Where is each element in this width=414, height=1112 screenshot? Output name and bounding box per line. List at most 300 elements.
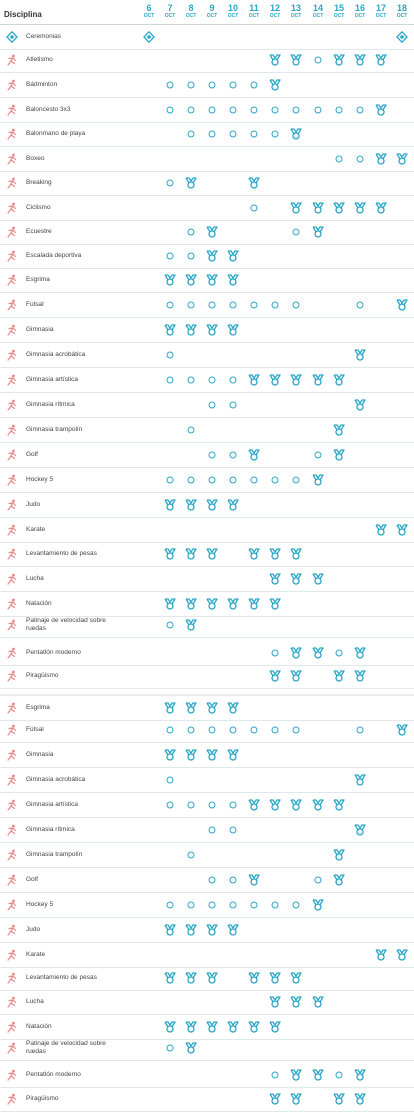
competition-day-icon[interactable]	[269, 1068, 281, 1082]
competition-day-icon[interactable]	[248, 898, 260, 912]
competition-day-icon[interactable]	[206, 473, 218, 487]
medal-event-icon[interactable]	[164, 971, 176, 985]
wrestling-icon	[6, 996, 18, 1008]
medal-event-icon[interactable]	[290, 971, 302, 985]
medal-event-icon[interactable]	[227, 498, 239, 512]
medal-event-icon[interactable]	[269, 1020, 281, 1034]
medal-event-icon[interactable]	[333, 798, 345, 812]
competition-day-icon[interactable]	[269, 646, 281, 660]
medal-event-icon[interactable]	[248, 597, 260, 611]
medal-event-icon[interactable]	[185, 176, 197, 190]
medal-event-icon[interactable]	[354, 53, 366, 67]
discipline-name[interactable]: Pentatlón moderno	[26, 1071, 81, 1078]
discipline-name[interactable]: Atletismo	[26, 56, 53, 63]
medal-event-icon[interactable]	[396, 152, 408, 166]
competition-day-icon[interactable]	[206, 298, 218, 312]
competition-day-icon[interactable]	[164, 1041, 176, 1055]
competition-day-icon[interactable]	[333, 1068, 345, 1082]
wrestling-icon	[6, 573, 18, 585]
medal-event-icon[interactable]	[206, 547, 218, 561]
fencing-icon	[6, 274, 18, 286]
table-row	[0, 694, 414, 721]
discipline-name[interactable]: Gimnasia	[26, 751, 54, 758]
discipline-name[interactable]: Breaking	[26, 179, 52, 186]
table-row	[0, 818, 414, 843]
competition-day-icon[interactable]	[185, 473, 197, 487]
day-number: 15	[333, 3, 344, 13]
ceremony-icon[interactable]	[143, 30, 155, 44]
day-number: 6	[146, 3, 152, 13]
day-number: 18	[396, 3, 407, 13]
basketball-icon	[6, 104, 18, 116]
medal-event-icon[interactable]	[312, 201, 324, 215]
medal-event-icon[interactable]	[164, 273, 176, 287]
competition-day-icon[interactable]	[185, 798, 197, 812]
competition-day-icon[interactable]	[185, 848, 197, 862]
discipline-name[interactable]: Karate	[26, 951, 46, 958]
competition-day-icon[interactable]	[269, 127, 281, 141]
discipline-name[interactable]: Bádminton	[26, 81, 58, 88]
competition-day-icon[interactable]	[185, 423, 197, 437]
discipline-name[interactable]: Boxeo	[26, 155, 45, 162]
day-month: OCT	[164, 13, 176, 19]
medal-event-icon[interactable]	[290, 373, 302, 387]
table-row	[0, 343, 414, 368]
medal-event-icon[interactable]	[269, 669, 281, 683]
medal-event-icon[interactable]	[333, 201, 345, 215]
medal-event-icon[interactable]	[227, 701, 239, 715]
medal-event-icon[interactable]	[248, 1020, 260, 1034]
competition-day-icon[interactable]	[248, 103, 260, 117]
medal-event-icon[interactable]	[333, 669, 345, 683]
discipline-name[interactable]: Esgrima	[26, 704, 50, 711]
competition-day-icon[interactable]	[269, 298, 281, 312]
discipline-name[interactable]: Piragüismo	[26, 1095, 59, 1102]
competition-day-icon[interactable]	[206, 823, 218, 837]
medal-event-icon[interactable]	[354, 823, 366, 837]
competition-day-icon[interactable]	[248, 201, 260, 215]
competition-day-icon[interactable]	[290, 473, 302, 487]
competition-day-icon[interactable]	[227, 78, 239, 92]
competition-day-icon[interactable]	[164, 176, 176, 190]
day-header-9	[202, 3, 222, 20]
competition-day-icon[interactable]	[227, 898, 239, 912]
medal-event-icon[interactable]	[375, 201, 387, 215]
canoe-icon	[6, 1093, 18, 1105]
discipline-column-header: Disciplina	[4, 10, 42, 19]
medal-event-icon[interactable]	[185, 971, 197, 985]
discipline-name[interactable]: Piragüismo	[26, 672, 59, 679]
medal-event-icon[interactable]	[290, 995, 302, 1009]
golf-icon	[6, 449, 18, 461]
medal-event-icon[interactable]	[375, 523, 387, 537]
medal-event-icon[interactable]	[164, 701, 176, 715]
medal-event-icon[interactable]	[333, 848, 345, 862]
medal-event-icon[interactable]	[248, 873, 260, 887]
competition-day-icon[interactable]	[333, 152, 345, 166]
competition-day-icon[interactable]	[206, 127, 218, 141]
medal-event-icon[interactable]	[248, 373, 260, 387]
medal-event-icon[interactable]	[206, 971, 218, 985]
competition-day-icon[interactable]	[290, 103, 302, 117]
competition-day-icon[interactable]	[185, 298, 197, 312]
competition-day-icon[interactable]	[312, 53, 324, 67]
medal-event-icon[interactable]	[206, 748, 218, 762]
competition-day-icon[interactable]	[206, 898, 218, 912]
medal-event-icon[interactable]	[269, 597, 281, 611]
discipline-name[interactable]: Ecuestre	[26, 228, 52, 235]
competition-day-icon[interactable]	[206, 448, 218, 462]
table-row	[0, 368, 414, 393]
medal-event-icon[interactable]	[396, 723, 408, 737]
discipline-name[interactable]: Gimnasia acrobática	[26, 776, 86, 783]
medal-event-icon[interactable]	[248, 448, 260, 462]
discipline-name[interactable]: Natación	[26, 1023, 52, 1030]
medal-event-icon[interactable]	[269, 53, 281, 67]
medal-event-icon[interactable]	[333, 873, 345, 887]
table-header	[0, 0, 414, 25]
medal-event-icon[interactable]	[185, 273, 197, 287]
medal-event-icon[interactable]	[312, 225, 324, 239]
medal-event-icon[interactable]	[333, 448, 345, 462]
competition-day-icon[interactable]	[206, 723, 218, 737]
medal-event-icon[interactable]	[227, 597, 239, 611]
discipline-name[interactable]: Natación	[26, 600, 52, 607]
competition-day-icon[interactable]	[269, 103, 281, 117]
competition-day-icon[interactable]	[290, 723, 302, 737]
competition-day-icon[interactable]	[227, 398, 239, 412]
medal-event-icon[interactable]	[312, 1068, 324, 1082]
medal-event-icon[interactable]	[269, 547, 281, 561]
competition-day-icon[interactable]	[227, 448, 239, 462]
competition-day-icon[interactable]	[164, 249, 176, 263]
competition-day-icon[interactable]	[354, 723, 366, 737]
discipline-name[interactable]: Gimnasia artística	[26, 376, 79, 383]
medal-event-icon[interactable]	[312, 373, 324, 387]
medal-event-icon[interactable]	[164, 323, 176, 337]
discipline-name[interactable]: Hockey 5	[26, 476, 54, 483]
medal-event-icon[interactable]	[290, 798, 302, 812]
medal-event-icon[interactable]	[354, 646, 366, 660]
discipline-name[interactable]: Karate	[26, 526, 46, 533]
medal-event-icon[interactable]	[396, 948, 408, 962]
discipline-name[interactable]: Golf	[26, 451, 38, 458]
medal-event-icon[interactable]	[290, 53, 302, 67]
competition-day-icon[interactable]	[248, 723, 260, 737]
medal-event-icon[interactable]	[375, 53, 387, 67]
badminton-icon	[6, 79, 18, 91]
rhythmic-icon	[6, 399, 18, 411]
day-header-16	[350, 3, 370, 20]
medal-event-icon[interactable]	[206, 249, 218, 263]
competition-day-icon[interactable]	[185, 225, 197, 239]
medal-event-icon[interactable]	[354, 773, 366, 787]
medal-event-icon[interactable]	[269, 995, 281, 1009]
discipline-name[interactable]: Levantamiento de pesas	[26, 974, 97, 981]
day-month: OCT	[354, 13, 366, 19]
medal-event-icon[interactable]	[290, 669, 302, 683]
medal-event-icon[interactable]	[185, 1020, 197, 1034]
golf-icon	[6, 874, 18, 886]
discipline-name[interactable]: Gimnasia rítmica	[26, 401, 75, 408]
day-month: OCT	[143, 13, 155, 19]
medal-event-icon[interactable]	[312, 646, 324, 660]
medal-event-icon[interactable]	[164, 923, 176, 937]
medal-event-icon[interactable]	[206, 923, 218, 937]
competition-day-icon[interactable]	[185, 373, 197, 387]
medal-event-icon[interactable]	[269, 78, 281, 92]
medal-event-icon[interactable]	[269, 798, 281, 812]
medal-event-icon[interactable]	[248, 547, 260, 561]
day-number: 17	[375, 3, 386, 13]
competition-day-icon[interactable]	[227, 823, 239, 837]
medal-event-icon[interactable]	[185, 923, 197, 937]
day-month: OCT	[269, 13, 281, 19]
discipline-name[interactable]: Hockey 5	[26, 901, 54, 908]
medal-event-icon[interactable]	[164, 597, 176, 611]
competition-day-icon[interactable]	[164, 348, 176, 362]
competition-day-icon[interactable]	[354, 103, 366, 117]
medal-event-icon[interactable]	[354, 201, 366, 215]
discipline-name[interactable]: Judo	[26, 501, 41, 508]
competition-day-icon[interactable]	[290, 225, 302, 239]
competition-day-icon[interactable]	[354, 298, 366, 312]
discipline-name[interactable]: Gimnasia trampolín	[26, 851, 83, 858]
discipline-name[interactable]: Gimnasia artística	[26, 801, 79, 808]
discipline-name[interactable]: Levantamiento de pesas	[26, 550, 97, 557]
discipline-name[interactable]: Gimnasia	[26, 326, 54, 333]
competition-day-icon[interactable]	[206, 373, 218, 387]
medal-event-icon[interactable]	[164, 547, 176, 561]
medal-event-icon[interactable]	[206, 597, 218, 611]
competition-day-icon[interactable]	[164, 618, 176, 632]
medal-event-icon[interactable]	[333, 53, 345, 67]
day-header-8	[181, 3, 201, 20]
medal-event-icon[interactable]	[269, 572, 281, 586]
day-number: 12	[269, 3, 280, 13]
competition-day-icon[interactable]	[227, 298, 239, 312]
competition-day-icon[interactable]	[164, 898, 176, 912]
medal-event-icon[interactable]	[164, 498, 176, 512]
hockey-icon	[6, 899, 18, 911]
medal-event-icon[interactable]	[185, 1041, 197, 1055]
medal-event-icon[interactable]	[290, 1092, 302, 1106]
competition-day-icon[interactable]	[206, 798, 218, 812]
medal-event-icon[interactable]	[312, 995, 324, 1009]
futsal-icon	[6, 724, 18, 736]
medal-event-icon[interactable]	[227, 323, 239, 337]
medal-event-icon[interactable]	[354, 669, 366, 683]
competition-day-icon[interactable]	[164, 723, 176, 737]
table-row	[0, 73, 414, 98]
competition-day-icon[interactable]	[227, 127, 239, 141]
day-month: OCT	[248, 13, 260, 19]
discipline-name[interactable]: Patinaje de velocidad sobre ruedas	[26, 1040, 106, 1055]
medal-event-icon[interactable]	[396, 523, 408, 537]
discipline-name[interactable]: Gimnasia rítmica	[26, 826, 75, 833]
medal-event-icon[interactable]	[206, 225, 218, 239]
medal-event-icon[interactable]	[290, 127, 302, 141]
competition-day-icon[interactable]	[164, 298, 176, 312]
medal-event-icon[interactable]	[206, 701, 218, 715]
competition-day-icon[interactable]	[206, 103, 218, 117]
competition-day-icon[interactable]	[206, 78, 218, 92]
competition-day-icon[interactable]	[290, 898, 302, 912]
medal-event-icon[interactable]	[375, 152, 387, 166]
discipline-name[interactable]: Lucha	[26, 998, 44, 1005]
competition-day-icon[interactable]	[312, 448, 324, 462]
competition-day-icon[interactable]	[227, 873, 239, 887]
table-row	[0, 147, 414, 172]
competition-day-icon[interactable]	[206, 398, 218, 412]
competition-day-icon[interactable]	[248, 473, 260, 487]
competition-day-icon[interactable]	[227, 798, 239, 812]
medal-event-icon[interactable]	[290, 201, 302, 215]
table-row	[0, 220, 414, 245]
competition-day-icon[interactable]	[269, 473, 281, 487]
competition-day-icon[interactable]	[185, 78, 197, 92]
table-row	[0, 25, 414, 50]
medal-event-icon[interactable]	[312, 798, 324, 812]
competition-day-icon[interactable]	[227, 473, 239, 487]
medal-event-icon[interactable]	[290, 646, 302, 660]
medal-event-icon[interactable]	[354, 1068, 366, 1082]
medal-event-icon[interactable]	[333, 423, 345, 437]
weightlifting-icon	[6, 972, 18, 984]
medal-event-icon[interactable]	[312, 898, 324, 912]
day-month: OCT	[396, 13, 408, 19]
medal-event-icon[interactable]	[248, 176, 260, 190]
table-row	[0, 493, 414, 518]
medal-event-icon[interactable]	[375, 103, 387, 117]
competition-day-icon[interactable]	[248, 78, 260, 92]
table-row	[0, 518, 414, 543]
competition-day-icon[interactable]	[269, 898, 281, 912]
competition-day-icon[interactable]	[164, 798, 176, 812]
medal-event-icon[interactable]	[206, 1020, 218, 1034]
discipline-name[interactable]: Esgrima	[26, 276, 50, 283]
discipline-name[interactable]: Ciclismo	[26, 204, 51, 211]
discipline-name[interactable]: Fútsal	[26, 301, 44, 308]
medal-event-icon[interactable]	[206, 273, 218, 287]
medal-event-icon[interactable]	[185, 498, 197, 512]
table-row	[0, 843, 414, 868]
medal-event-icon[interactable]	[227, 1020, 239, 1034]
medal-event-icon[interactable]	[269, 373, 281, 387]
discipline-name[interactable]: Golf	[26, 876, 38, 883]
discipline-name[interactable]: Judo	[26, 926, 41, 933]
competition-day-icon[interactable]	[185, 723, 197, 737]
competition-day-icon[interactable]	[312, 103, 324, 117]
competition-day-icon[interactable]	[227, 103, 239, 117]
medal-event-icon[interactable]	[248, 971, 260, 985]
medal-event-icon[interactable]	[227, 249, 239, 263]
medal-event-icon[interactable]	[333, 1092, 345, 1106]
medal-event-icon[interactable]	[290, 547, 302, 561]
competition-day-icon[interactable]	[333, 103, 345, 117]
discipline-name[interactable]: Ceremonias	[26, 33, 62, 40]
discipline-name[interactable]: Fútsal	[26, 726, 44, 733]
medal-event-icon[interactable]	[227, 273, 239, 287]
medal-event-icon[interactable]	[185, 618, 197, 632]
medal-event-icon[interactable]	[312, 572, 324, 586]
medal-event-icon[interactable]	[185, 701, 197, 715]
competition-day-icon[interactable]	[164, 773, 176, 787]
ceremony-icon[interactable]	[396, 30, 408, 44]
competition-day-icon[interactable]	[312, 873, 324, 887]
discipline-name[interactable]: Pentatlón moderno	[26, 649, 81, 656]
competition-day-icon[interactable]	[185, 249, 197, 263]
discipline-name[interactable]: Gimnasia trampolín	[26, 426, 83, 433]
swimming-icon	[6, 598, 18, 610]
medal-event-icon[interactable]	[312, 473, 324, 487]
medal-event-icon[interactable]	[290, 1068, 302, 1082]
table-row	[0, 418, 414, 443]
competition-day-icon[interactable]	[185, 898, 197, 912]
discipline-name[interactable]: Lucha	[26, 575, 44, 582]
medal-event-icon[interactable]	[269, 1092, 281, 1106]
competition-day-icon[interactable]	[269, 723, 281, 737]
medal-event-icon[interactable]	[185, 323, 197, 337]
day-header-14	[308, 3, 328, 20]
medal-event-icon[interactable]	[164, 1020, 176, 1034]
competition-day-icon[interactable]	[164, 103, 176, 117]
medal-event-icon[interactable]	[227, 923, 239, 937]
competition-day-icon[interactable]	[164, 373, 176, 387]
medal-event-icon[interactable]	[206, 498, 218, 512]
equestrian-icon	[6, 226, 18, 238]
medal-event-icon[interactable]	[333, 373, 345, 387]
medal-event-icon[interactable]	[354, 1092, 366, 1106]
discipline-name[interactable]: Baloncesto 3x3	[26, 106, 71, 113]
competition-day-icon[interactable]	[164, 78, 176, 92]
day-header-18	[392, 3, 412, 20]
competition-day-icon[interactable]	[248, 298, 260, 312]
acrobatic-icon	[6, 774, 18, 786]
table-row	[0, 966, 414, 991]
medal-event-icon[interactable]	[354, 398, 366, 412]
competition-day-icon[interactable]	[185, 103, 197, 117]
medal-event-icon[interactable]	[396, 298, 408, 312]
medal-event-icon[interactable]	[185, 597, 197, 611]
trampoline-icon	[6, 849, 18, 861]
discipline-name[interactable]: Patinaje de velocidad sobre ruedas	[26, 617, 106, 632]
competition-day-icon[interactable]	[206, 873, 218, 887]
medal-event-icon[interactable]	[375, 948, 387, 962]
medal-event-icon[interactable]	[164, 748, 176, 762]
competition-day-icon[interactable]	[290, 298, 302, 312]
medal-event-icon[interactable]	[269, 971, 281, 985]
medal-event-icon[interactable]	[354, 348, 366, 362]
competition-day-icon[interactable]	[185, 127, 197, 141]
medal-event-icon[interactable]	[185, 748, 197, 762]
medal-event-icon[interactable]	[227, 748, 239, 762]
discipline-name[interactable]: Balonmano de playa	[26, 130, 86, 137]
medal-event-icon[interactable]	[185, 547, 197, 561]
competition-day-icon[interactable]	[227, 373, 239, 387]
discipline-name[interactable]: Escalada deportiva	[26, 252, 82, 259]
competition-day-icon[interactable]	[354, 152, 366, 166]
competition-day-icon[interactable]	[164, 473, 176, 487]
competition-day-icon[interactable]	[333, 646, 345, 660]
discipline-name[interactable]: Gimnasia acrobática	[26, 351, 86, 358]
competition-day-icon[interactable]	[227, 723, 239, 737]
competition-day-icon[interactable]	[248, 127, 260, 141]
table-row	[0, 990, 414, 1015]
medal-event-icon[interactable]	[290, 572, 302, 586]
medal-event-icon[interactable]	[248, 798, 260, 812]
medal-event-icon[interactable]	[206, 323, 218, 337]
